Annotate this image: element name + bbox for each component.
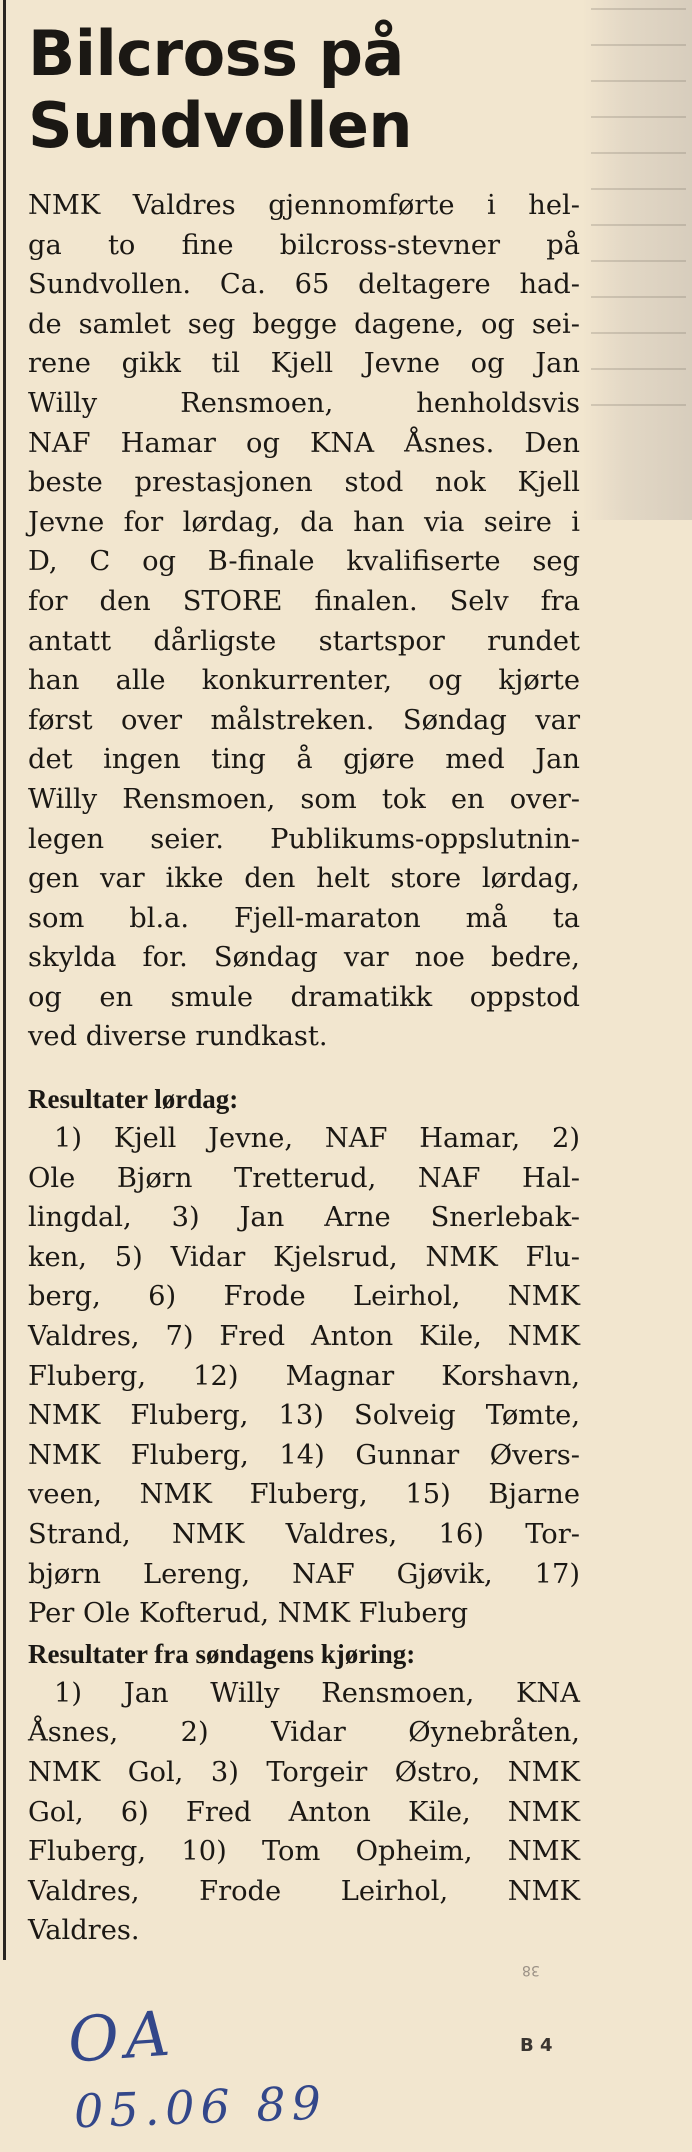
text-line: NMK Fluberg, 14) Gunnar Øvers- xyxy=(28,1439,580,1471)
article-body xyxy=(28,186,580,1057)
text-line: NMK Gol, 3) Torgeir Østro, NMK xyxy=(28,1756,580,1788)
text-line: det ingen ting å gjøre med Jan xyxy=(28,744,580,776)
text-line: de samlet seg begge dagene, og sei- xyxy=(28,308,580,340)
results-saturday-list xyxy=(28,1119,580,1634)
text-line: skylda for. Søndag var noe bedre, xyxy=(28,942,580,974)
column-rule xyxy=(3,0,6,1960)
text-line: 1) Kjell Jevne, NAF Hamar, 2) xyxy=(54,1123,580,1155)
text-line: antatt dårligste startspor rundet xyxy=(28,625,580,657)
text-line: D, C og B-finale kvalifiserte seg xyxy=(28,546,580,578)
text-line: Fluberg, 10) Tom Opheim, NMK xyxy=(28,1836,580,1868)
text-line: Willy Rensmoen, som tok en over- xyxy=(28,783,580,815)
text-line: ga to fine bilcross-stevner på xyxy=(28,229,580,261)
text-line: Gol, 6) Fred Anton Kile, NMK xyxy=(28,1796,580,1828)
handwritten-source: OA xyxy=(65,1996,179,2077)
text-line: NMK Valdres gjennomførte i hel- xyxy=(28,190,580,221)
newspaper-clipping xyxy=(28,18,580,1951)
text-line: 1) Jan Willy Rensmoen, KNA xyxy=(54,1677,580,1709)
text-line: Åsnes, 2) Vidar Øynebråten, xyxy=(28,1717,580,1749)
text-line: Jevne for lørdag, da han via seire i xyxy=(28,506,580,538)
text-line: Fluberg, 12) Magnar Korshavn, xyxy=(28,1360,580,1392)
headline xyxy=(28,18,580,162)
text-line: beste prestasjonen stod nok Kjell xyxy=(28,467,580,499)
text-line: Ole Bjørn Tretterud, NAF Hal- xyxy=(28,1162,580,1194)
text-line: som bl.a. Fjell-maraton må ta xyxy=(28,902,580,934)
results-saturday-heading: Resultater lørdag: xyxy=(28,1084,239,1115)
text-line: Strand, NMK Valdres, 16) Tor- xyxy=(28,1519,580,1550)
text-line: Willy Rensmoen, henholdsvis xyxy=(28,387,580,419)
text-line: han alle konkurrenter, og kjørte xyxy=(28,665,580,697)
text-line: først over målstreken. Søndag var xyxy=(28,704,580,736)
text-line: legen seier. Publikums-oppslutnin- xyxy=(28,823,580,855)
text-line: bjørn Lereng, NAF Gjøvik, 17) xyxy=(28,1558,580,1590)
text-line: NAF Hamar og KNA Åsnes. Den xyxy=(28,427,580,459)
text-line: NMK Fluberg, 13) Solveig Tømte, xyxy=(28,1400,580,1432)
text-line: Valdres. xyxy=(28,1915,140,1947)
results-sunday-heading: Resultater fra søndagens kjøring: xyxy=(28,1638,416,1669)
text-line: gen var ikke den helt store lørdag, xyxy=(28,863,580,895)
text-line: Per Ole Kofterud, NMK Fluberg xyxy=(28,1598,469,1630)
text-line: lingdal, 3) Jan Arne Snerlebak- xyxy=(28,1202,580,1234)
text-line: veen, NMK Fluberg, 15) Bjarne xyxy=(28,1479,580,1511)
text-line: og en smule dramatikk oppstod xyxy=(28,981,580,1013)
text-line: Sundvollen. Ca. 65 deltagere had- xyxy=(28,269,580,301)
text-line: berg, 6) Frode Leirhol, NMK xyxy=(28,1281,580,1313)
handwritten-date: 05.06 89 xyxy=(73,2075,328,2139)
adjacent-column-bleed xyxy=(582,0,692,520)
results-sunday-list xyxy=(28,1674,580,1951)
headline-line: Sundvollen xyxy=(28,89,413,162)
text-line: ken, 5) Vidar Kjelsrud, NMK Flu- xyxy=(28,1241,580,1273)
headline-line: Bilcross på xyxy=(28,17,404,90)
faint-page-code: 38 xyxy=(522,1962,540,1978)
page-code: B 4 xyxy=(520,2035,553,2056)
text-line: Valdres, Frode Leirhol, NMK xyxy=(28,1875,580,1907)
text-line: rene gikk til Kjell Jevne og Jan xyxy=(28,348,580,380)
text-line: for den STORE finalen. Selv fra xyxy=(28,585,580,617)
text-line: ved diverse rundkast. xyxy=(28,1021,328,1053)
text-line: Valdres, 7) Fred Anton Kile, NMK xyxy=(28,1321,580,1353)
